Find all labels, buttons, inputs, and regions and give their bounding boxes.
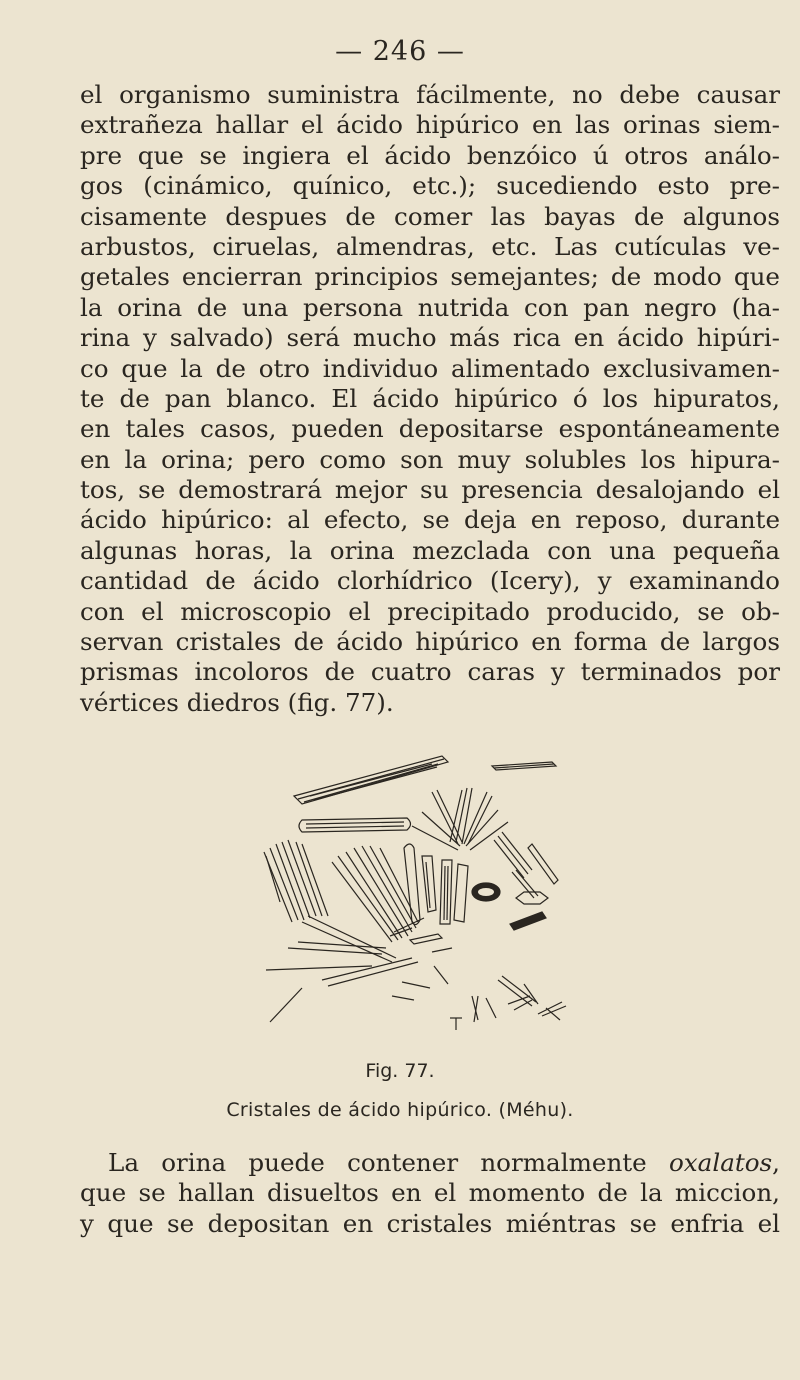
text-line: gos (cinámico, quínico, etc.); sucediendo esto pre- — [80, 171, 780, 201]
text-line: te de pan blanco. El ácido hipúrico ó los hipuratos, — [80, 383, 780, 413]
text-line — [80, 1148, 780, 1178]
text-line: prismas incoloros de cuatro caras y terminados por — [80, 657, 780, 687]
text-line: cantidad de ácido clorhídrico (Icery), y examinando — [80, 566, 780, 596]
figure-caption: Cristales de ácido hipúrico. (Méhu). — [226, 1099, 574, 1121]
italic-term: oxalatos — [668, 1148, 773, 1177]
text-fragment: , — [772, 1148, 780, 1177]
bottom-paragraph — [80, 1148, 780, 1239]
crystal-illustration — [262, 752, 578, 1036]
text-line: en la orina; pero como son muy solubles los hipura- — [80, 444, 780, 474]
text-line: extrañeza hallar el ácido hipúrico en las orinas siem- — [80, 110, 780, 140]
text-line: arbustos, ciruelas, almendras, etc. Las cutículas ve- — [80, 231, 780, 261]
text-line: la orina de una persona nutrida con pan negro (ha- — [80, 292, 780, 322]
text-line: pre que se ingiera el ácido benzóico ú otros análo- — [80, 140, 780, 170]
figure-label: Fig. 77. — [365, 1060, 435, 1082]
text-line: que se hallan disueltos en el momento de la miccion, — [80, 1178, 780, 1208]
text-line: en tales casos, pueden depositarse espontáneamente — [80, 414, 780, 444]
text-line: vértices diedros (fig. 77). — [80, 687, 394, 717]
main-paragraph — [80, 80, 780, 718]
hippuric-acid-crystals-drawing — [262, 752, 578, 1036]
text-line: tos, se demostrará mejor su presencia desalojando el — [80, 475, 780, 505]
text-line: ácido hipúrico: al efecto, se deja en reposo, durante — [80, 505, 780, 535]
text-line: con el microscopio el precipitado producido, se ob- — [80, 596, 780, 626]
text-line: algunas horas, la orina mezclada con una pequeña — [80, 535, 780, 565]
text-line: el organismo suministra fácilmente, no debe causar — [80, 80, 780, 109]
text-line: cisamente despues de comer las bayas de algunos — [80, 201, 780, 231]
text-line: getales encierran principios semejantes; de modo que — [80, 262, 780, 292]
text-line: servan cristales de ácido hipúrico en forma de largos — [80, 627, 780, 657]
text-line: co que la de otro individuo alimentado exclusivamen- — [80, 353, 780, 383]
text-line: y que se depositan en cristales miéntras se enfria el — [80, 1208, 780, 1238]
page-number: — 246 — — [335, 36, 465, 67]
text-line: rina y salvado) será mucho más rica en ácido hipúri- — [80, 323, 780, 353]
text-fragment: La orina puede contener normalmente — [108, 1148, 669, 1177]
